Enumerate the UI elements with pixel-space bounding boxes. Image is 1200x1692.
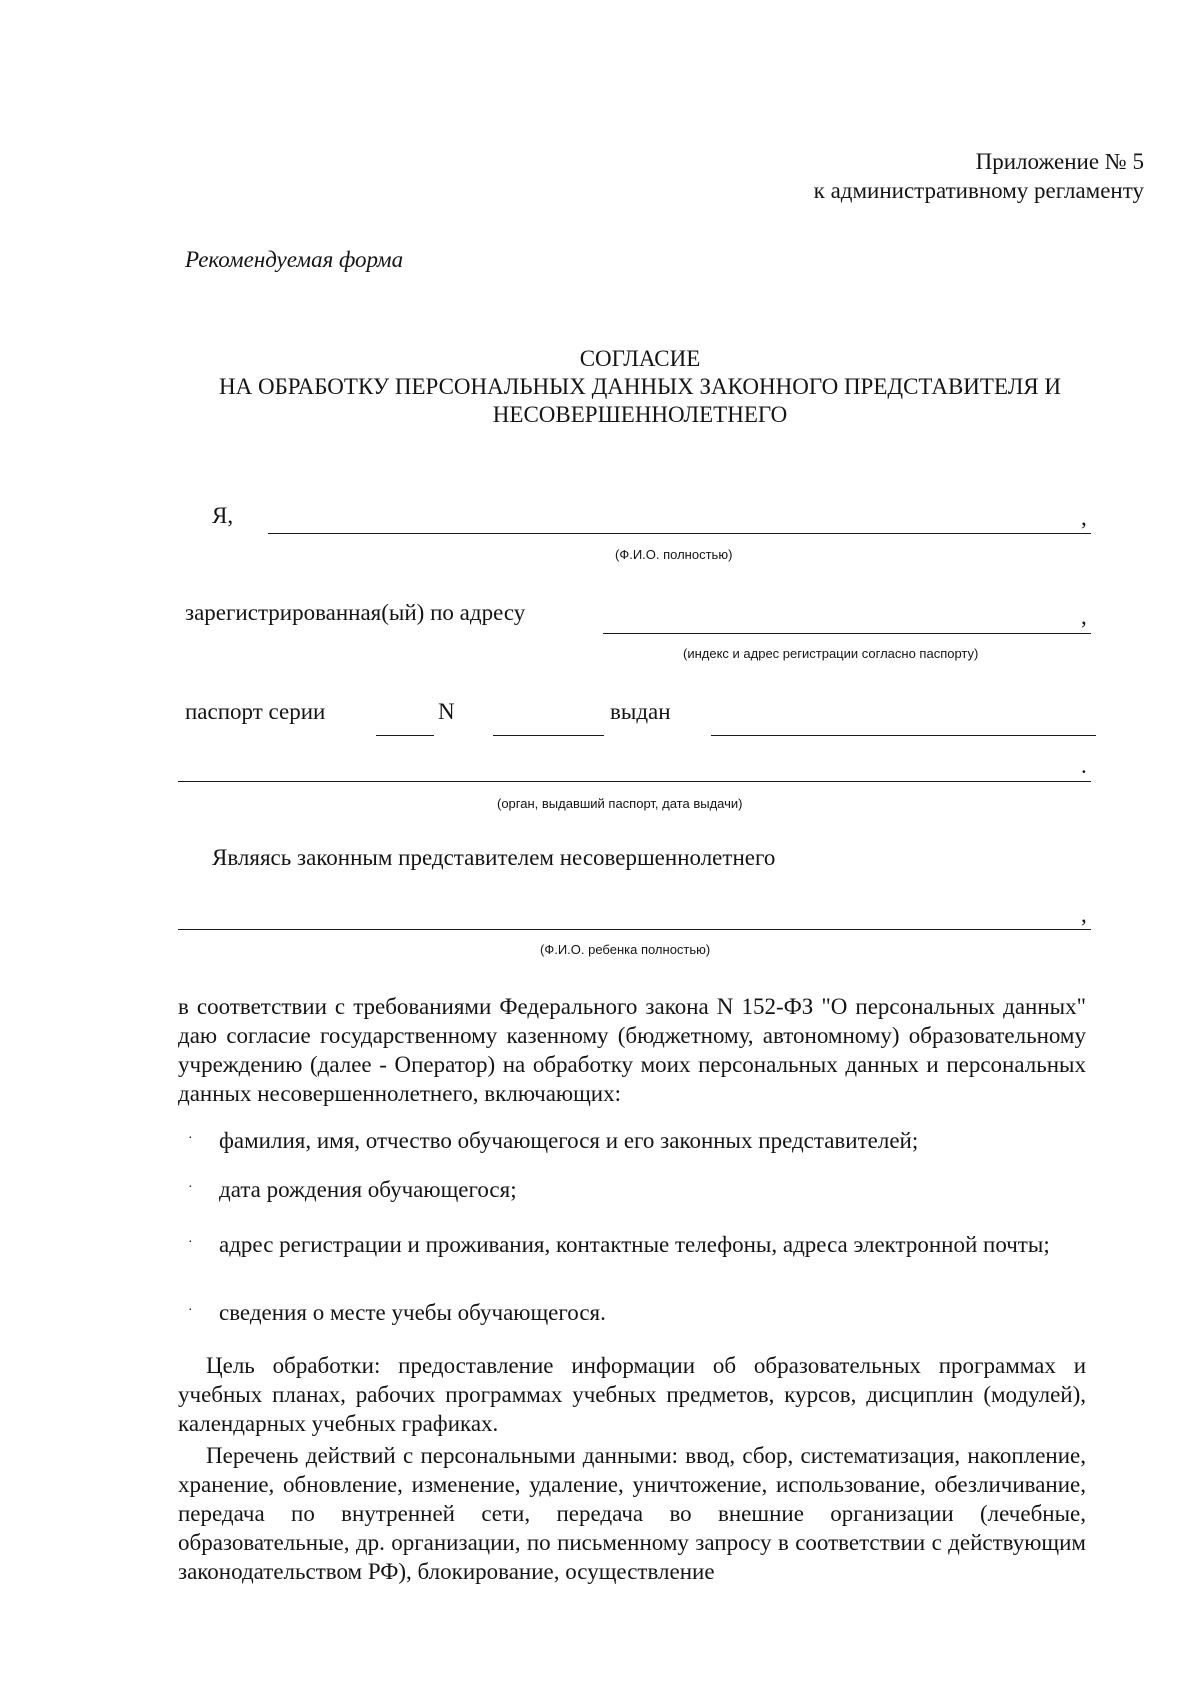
- appendix-number: Приложение № 5: [975, 149, 1144, 174]
- bullet-icon: ·: [188, 1235, 193, 1250]
- passport-series-line[interactable]: [376, 735, 434, 736]
- document-subtitle-line2: НЕСОВЕРШЕННОЛЕТНЕГО: [492, 402, 788, 427]
- fio-caption: (Ф.И.О. полностью): [615, 547, 733, 562]
- child-fio-line[interactable]: [178, 929, 1091, 930]
- document-title: СОГЛАСИЕ: [579, 346, 701, 371]
- fio-field-line[interactable]: [268, 533, 1091, 534]
- document-subtitle-line1: НА ОБРАБОТКУ ПЕРСОНАЛЬНЫХ ДАННЫХ ЗАКОННОГО ПРЕДСТАВИТЕЛЯ И: [218, 374, 1061, 399]
- address-comma: ,: [1081, 604, 1087, 629]
- data-item-fio: фамилия, имя, отчество обучающегося и его законных представителей;: [219, 1128, 919, 1153]
- consent-intro-paragraph: в соответствии с требованиями Федерального закона N 152-ФЗ "О персональных данных" даю согласие государственному казенному (бюджетному, автономному) образовательному учреждению (далее - Оператор) на обработку моих персональных данных и персональных данных несовершеннолетнего, включающих:: [178, 994, 1086, 1106]
- passport-number-line[interactable]: [493, 735, 604, 736]
- address-field-line[interactable]: [603, 633, 1091, 634]
- address-caption: (индекс и адрес регистрации согласно паспорту): [683, 646, 979, 661]
- representative-label: Являясь законным представителем несовершеннолетнего: [212, 845, 776, 870]
- data-item-school: сведения о месте учебы обучающегося.: [219, 1300, 606, 1325]
- issuer-field-line[interactable]: [178, 781, 1091, 782]
- fio-comma: ,: [1081, 505, 1087, 530]
- issuer-caption: (орган, выдавший паспорт, дата выдачи): [497, 796, 743, 811]
- actions-paragraph: Перечень действий с персональными данными: ввод, сбор, систематизация, накопление, хранение, обновление, изменение, удаление, уничтожение, использование, обезличивание, передача по внутренней сети, передача во внешние организации (лечебные, образовательные, др. организации, по письменному запросу в соответствии с действующим законодательством РФ), блокирование, осуществление: [178, 1443, 1086, 1584]
- form-note: Рекомендуемая форма: [185, 247, 404, 272]
- issued-by-line[interactable]: [711, 735, 1096, 736]
- bullet-icon: ·: [188, 1180, 193, 1195]
- child-caption: (Ф.И.О. ребенка полностью): [540, 942, 711, 957]
- child-comma: ,: [1081, 902, 1087, 927]
- data-item-birthdate: дата рождения обучающегося;: [219, 1177, 517, 1202]
- passport-series-label: паспорт серии: [185, 699, 326, 724]
- i-label: Я,: [212, 503, 234, 528]
- passport-number-label: N: [438, 699, 455, 724]
- issuer-period: .: [1081, 753, 1087, 778]
- address-label: зарегистрированная(ый) по адресу: [185, 600, 526, 625]
- purpose-paragraph: Цель обработки: предоставление информации об образовательных программах и учебных планах, рабочих программах учебных предметов, курсов, дисциплин (модулей), календарных учебных графиках.: [178, 1353, 1086, 1436]
- data-item-contacts: адрес регистрации и проживания, контактные телефоны, адреса электронной почты;: [219, 1232, 1050, 1257]
- bullet-icon: ·: [188, 1303, 193, 1318]
- issued-label: выдан: [610, 699, 671, 724]
- appendix-reference: к административному регламенту: [813, 178, 1144, 203]
- bullet-icon: ·: [188, 1131, 193, 1146]
